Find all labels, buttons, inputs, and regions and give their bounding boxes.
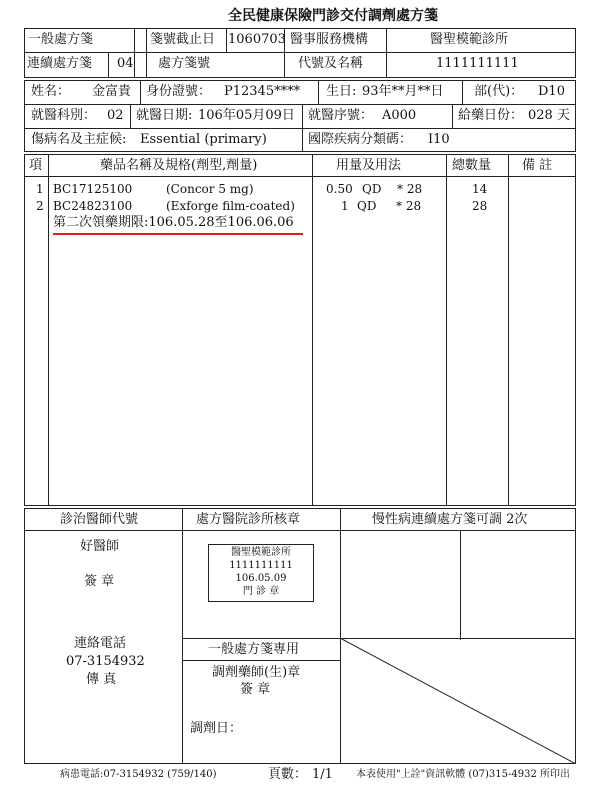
clinic-stamp (208, 544, 314, 602)
icd-label: 國際疾病分類碼： (308, 132, 413, 147)
icd-value: I10 (428, 132, 450, 147)
general-rx-type: 一般處方箋 (28, 32, 94, 47)
division-label: 就醫科別： (31, 108, 97, 123)
facility-label: 醫事服務機構 (290, 32, 369, 47)
diagnosis-label: 傷病名及主症候: (31, 132, 127, 147)
doctor-header: 診治醫師代號 (60, 512, 139, 527)
refill-underline (53, 233, 303, 235)
form-title: 全民健康保險門診交付調劑處方箋 (228, 8, 438, 24)
drug-code: BC24823100 (53, 199, 133, 213)
pharmacist-signature: 簽 章 (240, 682, 271, 697)
fax-label: 傳 真 (86, 672, 117, 687)
dose-amount: 1 (341, 199, 349, 213)
general-rx-only: 一般處方箋專用 (208, 642, 300, 657)
chronic-refill-header: 慢性病連續處方箋可調 2次 (372, 512, 528, 527)
dose-frequency: QD (357, 199, 377, 213)
drug-name: (Concor 5 mg) (166, 182, 254, 196)
chronic-rx-type: 連續處方箋 (27, 56, 93, 71)
col-header-quantity: 總數量 (452, 158, 492, 173)
dispense-date-label: 調劑日： (190, 721, 243, 736)
total-quantity: 14 (472, 182, 488, 196)
col-header-drug: 藥品名稱及規格(劑型,劑量) (100, 158, 258, 173)
stamp-outpatient: 門 診 章 (242, 586, 280, 597)
diagnosis-value: Essential (primary) (140, 132, 267, 147)
dept-value: D10 (538, 84, 565, 99)
days-label: 給藥日份： (458, 108, 524, 123)
doctor-signature: 簽 章 (84, 574, 115, 589)
stamp-date: 106.05.09 (235, 573, 287, 584)
stamp-clinic-name: 醫聖模範診所 (231, 547, 291, 558)
dose-multiplier: * 28 (397, 182, 423, 196)
patient-phone: 病患電話:07-3154932 (759/140) (60, 769, 217, 780)
dose-amount: 0.50 (326, 182, 353, 196)
col-header-dosage: 用量及用法 (336, 158, 402, 173)
col-header-remarks: 備 註 (522, 158, 553, 173)
page-number: 1/1 (312, 767, 333, 782)
dose-frequency: QD (362, 182, 382, 196)
dob-label: 生日: (326, 84, 357, 99)
patient-id: P12345**** (224, 84, 301, 99)
doctor-name: 好醫師 (80, 539, 120, 554)
dose-multiplier: * 28 (396, 199, 422, 213)
visit-date: 106年05月09日 (198, 108, 295, 123)
page-label: 頁數： (268, 767, 308, 782)
row-number: 1 (36, 182, 44, 196)
chronic-count: 04 (117, 56, 134, 71)
stamp-clinic-code: 1111111111 (229, 560, 293, 571)
rx-number-label: 處方箋號 (158, 56, 211, 71)
contact-label: 連絡電話 (74, 636, 127, 651)
days-value: 028 天 (528, 108, 570, 123)
drug-name: (Exforge film-coated) (166, 199, 295, 213)
software-credit: 本表使用"上詮"資訊軟體 (07)315-4932 所印出 (356, 769, 570, 780)
contact-phone: 07-3154932 (66, 654, 145, 669)
pharmacist-label: 調劑藥師(生)章 (212, 665, 301, 680)
clinic-seal-header: 處方醫院診所核章 (196, 512, 301, 527)
void-slash (340, 638, 576, 764)
facility-code: 1111111111 (436, 56, 519, 71)
division-value: 02 (107, 108, 124, 123)
patient-name-label: 姓名： (31, 84, 71, 99)
patient-id-label: 身份證號： (146, 84, 212, 99)
dept-label: 部(代)： (474, 84, 524, 99)
patient-name: 金富貴 (92, 84, 132, 99)
col-header-item: 項 (29, 158, 43, 173)
visit-seq: A000 (382, 108, 417, 123)
visit-date-label: 就醫日期: (136, 108, 193, 123)
dob-value: 93年**月**日 (362, 84, 444, 99)
drug-code: BC17125100 (53, 182, 133, 196)
cutoff-value: 1060703 (228, 32, 286, 47)
refill-period-note: 第二次領藥期限:106.05.28至106.06.06 (53, 215, 294, 230)
cutoff-label: 箋號截止日 (150, 32, 216, 47)
total-quantity: 28 (472, 199, 488, 213)
visit-seq-label: 就醫序號： (308, 108, 374, 123)
facility-code-label: 代號及名稱 (298, 56, 364, 71)
row-number: 2 (36, 199, 44, 213)
facility-name: 醫聖模範診所 (430, 32, 509, 47)
